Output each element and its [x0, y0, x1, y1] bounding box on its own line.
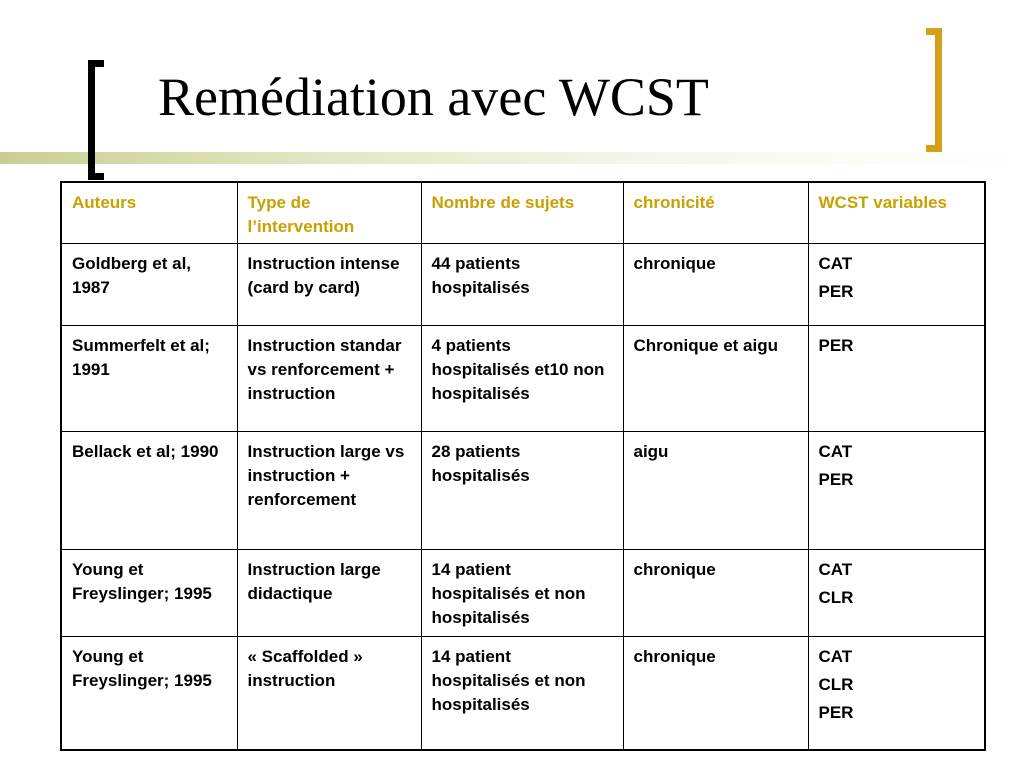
cell-variables — [808, 244, 985, 326]
title-accent-bar — [0, 152, 1024, 164]
header-wcst-variables: WCST variables — [808, 182, 985, 244]
wcst-remediation-table — [60, 181, 986, 751]
header-intervention-type: Type de l’intervention — [237, 182, 421, 244]
cell-authors: Summerfelt et al; 1991 — [61, 326, 237, 432]
left-bracket-decoration — [88, 60, 104, 180]
cell-subjects: 14 patient hospitalisés et non hospitalisés — [421, 637, 623, 750]
table-row — [61, 244, 985, 326]
variable-item: CLR — [818, 675, 854, 694]
cell-variables — [808, 432, 985, 550]
cell-intervention: Instruction standar vs renforcement + instruction — [237, 326, 421, 432]
cell-chronicity: chronique — [623, 244, 808, 326]
table-row — [61, 550, 985, 637]
cell-chronicity: aigu — [623, 432, 808, 550]
cell-authors: Young et Freyslinger; 1995 — [61, 550, 237, 637]
header-authors: Auteurs — [61, 182, 237, 244]
header-chronicity: chronicité — [623, 182, 808, 244]
cell-chronicity: chronique — [623, 550, 808, 637]
variable-item: PER — [818, 336, 854, 355]
cell-chronicity: chronique — [623, 637, 808, 750]
variable-item: CLR — [818, 588, 854, 607]
variable-item: PER — [818, 703, 854, 722]
variable-item: CAT — [818, 647, 853, 666]
table-row — [61, 637, 985, 750]
cell-intervention: Instruction intense (card by card) — [237, 244, 421, 326]
variable-item: CAT — [818, 254, 853, 273]
cell-intervention: « Scaffolded » instruction — [237, 637, 421, 750]
slide-title: Remédiation avec WCST — [158, 67, 709, 127]
cell-intervention: Instruction large vs instruction + renforcement — [237, 432, 421, 550]
variable-item: PER — [818, 282, 854, 301]
cell-authors: Bellack et al; 1990 — [61, 432, 237, 550]
cell-variables — [808, 550, 985, 637]
cell-subjects: 44 patients hospitalisés — [421, 244, 623, 326]
cell-authors: Goldberg et al, 1987 — [61, 244, 237, 326]
header-subject-count: Nombre de sujets — [421, 182, 623, 244]
variable-item: CAT — [818, 442, 853, 461]
cell-chronicity: Chronique et aigu — [623, 326, 808, 432]
table-header-row — [61, 182, 985, 244]
table-row — [61, 432, 985, 550]
cell-variables — [808, 326, 985, 432]
cell-authors: Young et Freyslinger; 1995 — [61, 637, 237, 750]
cell-intervention: Instruction large didactique — [237, 550, 421, 637]
right-bracket-decoration — [926, 28, 942, 152]
cell-subjects: 28 patients hospitalisés — [421, 432, 623, 550]
cell-subjects: 4 patients hospitalisés et10 non hospitalisés — [421, 326, 623, 432]
variable-item: CAT — [818, 560, 853, 579]
table-row — [61, 326, 985, 432]
variable-item: PER — [818, 470, 854, 489]
cell-subjects: 14 patient hospitalisés et non hospitalisés — [421, 550, 623, 637]
cell-variables — [808, 637, 985, 750]
